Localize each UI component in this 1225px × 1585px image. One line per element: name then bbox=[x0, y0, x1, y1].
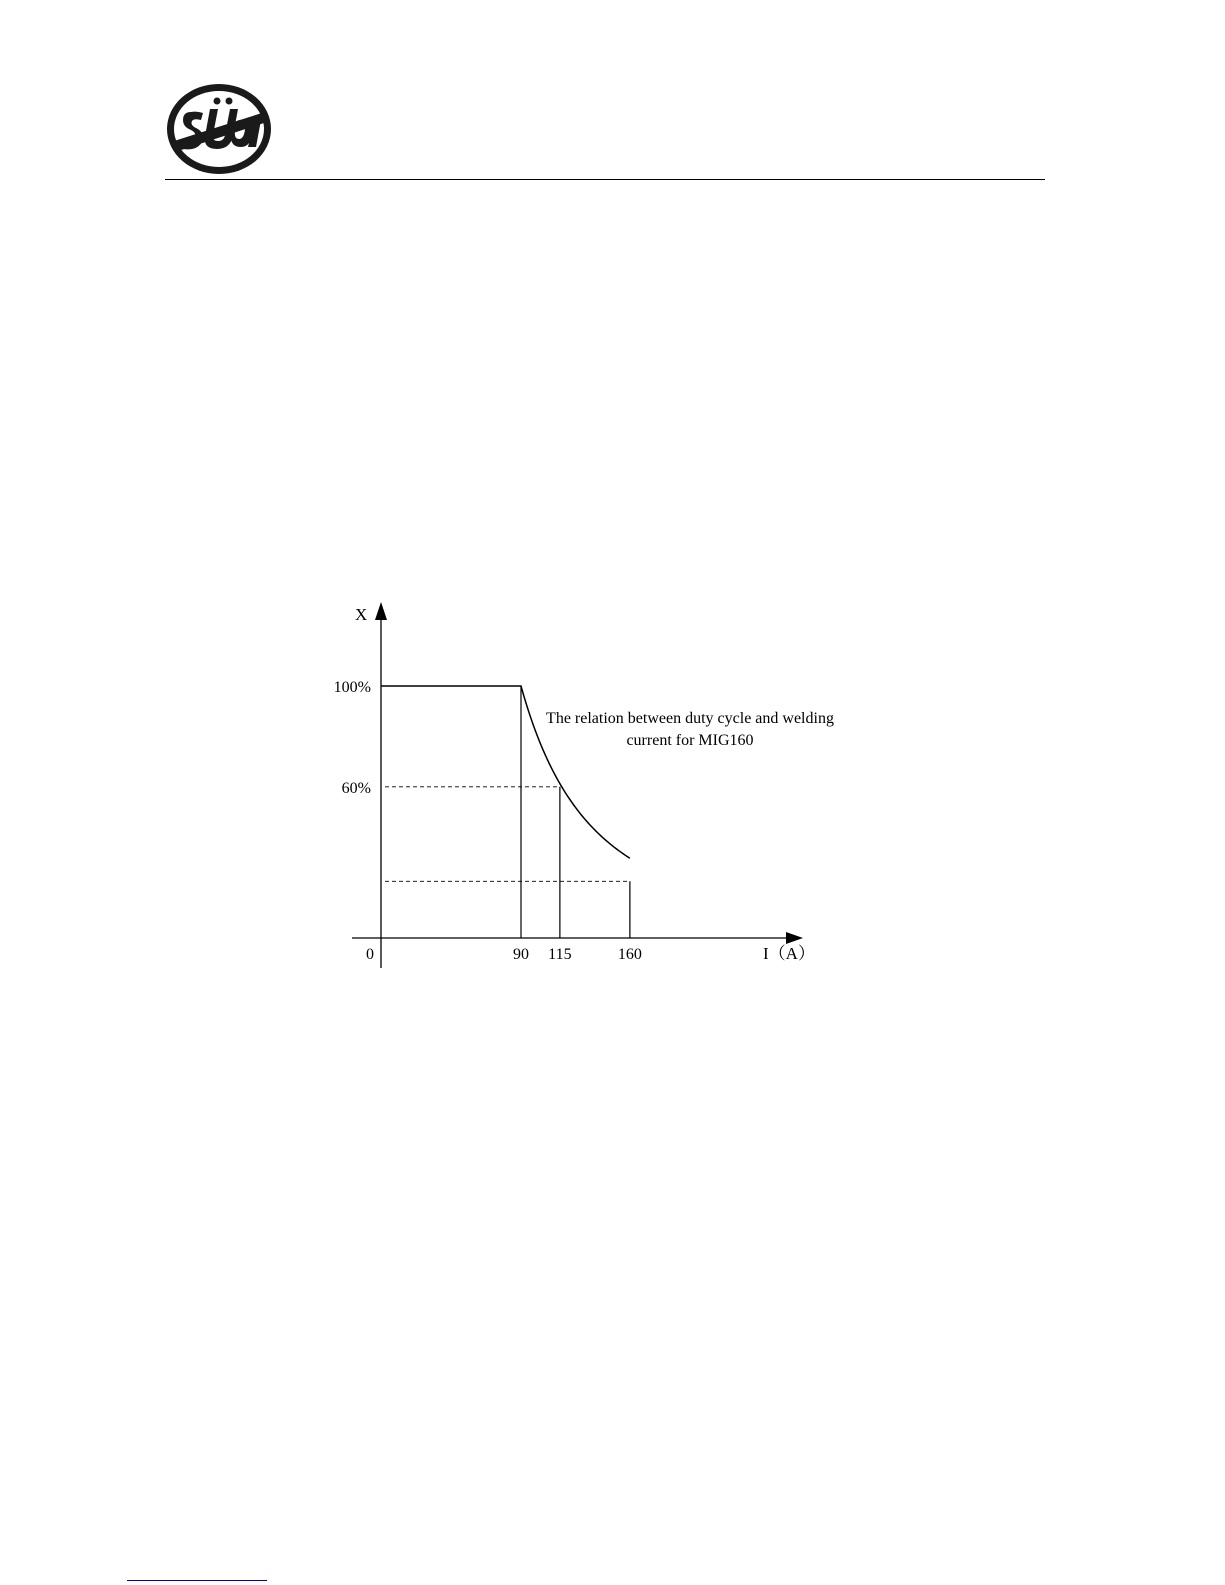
x-tick-label: 0 bbox=[366, 946, 374, 963]
x-tick-label: 115 bbox=[548, 946, 572, 963]
chart-title bbox=[546, 710, 834, 749]
x-axis-label: I（A） bbox=[763, 944, 815, 963]
chart-title-line: The relation between duty cycle and welding bbox=[546, 710, 834, 727]
y-axis-arrow bbox=[375, 602, 387, 620]
y-tick-label: 100% bbox=[333, 679, 371, 696]
y-axis-label: X bbox=[355, 605, 368, 624]
chart-title-line: current for MIG160 bbox=[626, 732, 754, 749]
x-tick-label: 90 bbox=[513, 946, 529, 963]
footer-link-underline bbox=[127, 1580, 267, 1581]
x-axis-arrow bbox=[786, 932, 803, 944]
x-tick-label: 160 bbox=[617, 946, 642, 963]
y-tick-label: 60% bbox=[341, 779, 371, 797]
axes bbox=[352, 602, 815, 968]
